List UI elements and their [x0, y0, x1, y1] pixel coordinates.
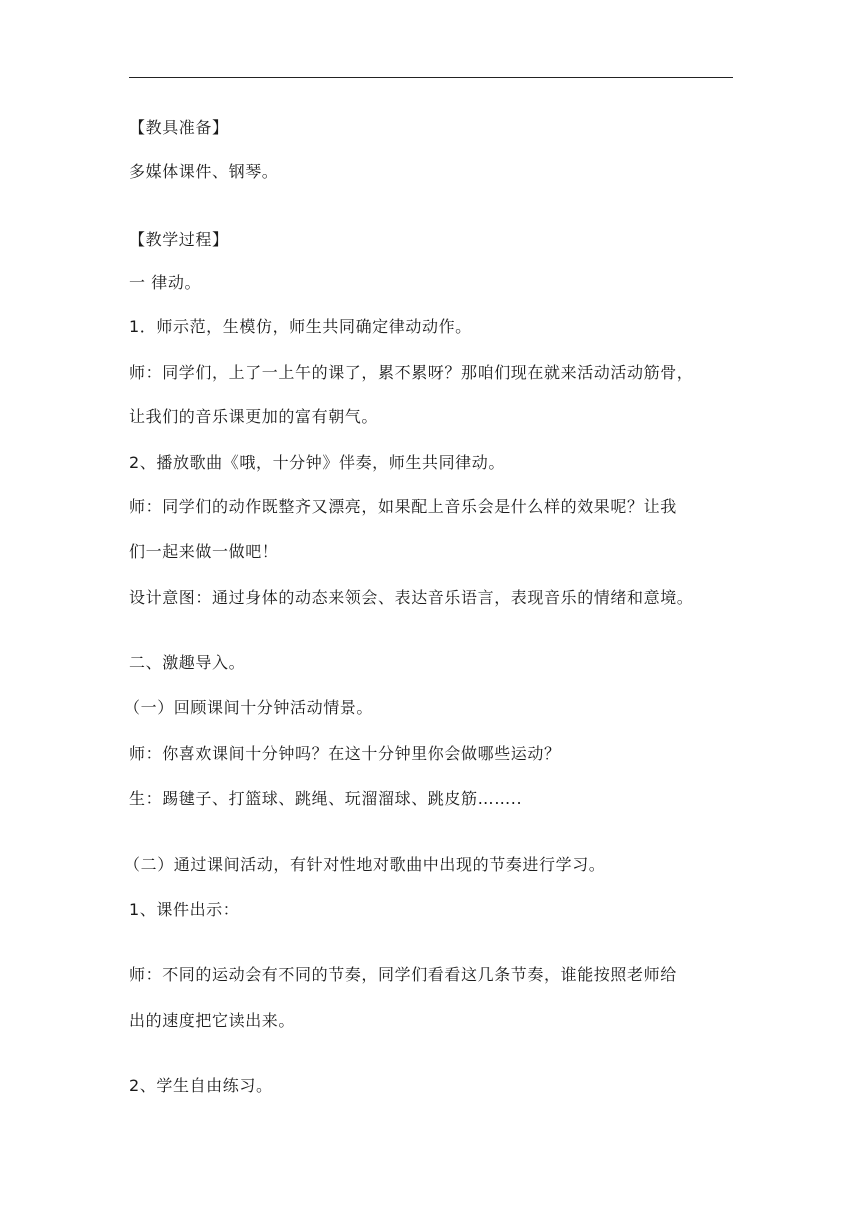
paragraph-text: 生：踢毽子、打篮球、跳绳、玩溜溜球、跳皮筋…….. [129, 789, 523, 808]
paragraph-text: 1、课件出示： [129, 900, 240, 919]
paragraph-text: 多媒体课件、钢琴。 [129, 162, 279, 181]
subheading-rhythm: 一 律动。 [129, 273, 202, 292]
paragraph-text: 2、播放歌曲《哦，十分钟》伴奏，师生共同律动。 [129, 453, 505, 472]
paragraph-text: 1．师示范，生模仿，师生共同确定律动动作。 [129, 317, 472, 336]
paragraph-text: （一）回顾课间十分钟活动情景。 [124, 698, 374, 717]
header-rule [129, 77, 733, 78]
paragraph-text: 师：同学们，上了一上午的课了，累不累呀？那咱们现在就来活动活动筋骨， [129, 363, 694, 382]
paragraph-text: 2、学生自由练习。 [129, 1076, 273, 1095]
section-heading-materials: 【教具准备】 [129, 118, 229, 137]
paragraph-text: 出的速度把它读出来。 [129, 1011, 296, 1030]
paragraph-text: 设计意图：通过身体的动态来领会、表达音乐语言，表现音乐的情绪和意境。 [129, 588, 694, 607]
paragraph-text: 师：同学们的动作既整齐又漂亮，如果配上音乐会是什么样的效果呢？让我 [129, 497, 677, 516]
paragraph-text: 们一起来做一做吧！ [129, 542, 279, 561]
paragraph-text: （二）通过课间活动，有针对性地对歌曲中出现的节奏进行学习。 [124, 855, 606, 874]
section-heading-process: 【教学过程】 [129, 230, 229, 249]
subheading-intro: 二、激趣导入。 [129, 653, 246, 672]
paragraph-text: 师：不同的运动会有不同的节奏，同学们看看这几条节奏，谁能按照老师给 [129, 965, 677, 984]
paragraph-text: 让我们的音乐课更加的富有朝气。 [129, 407, 379, 426]
paragraph-text: 师：你喜欢课间十分钟吗？在这十分钟里你会做哪些运动？ [129, 744, 561, 763]
